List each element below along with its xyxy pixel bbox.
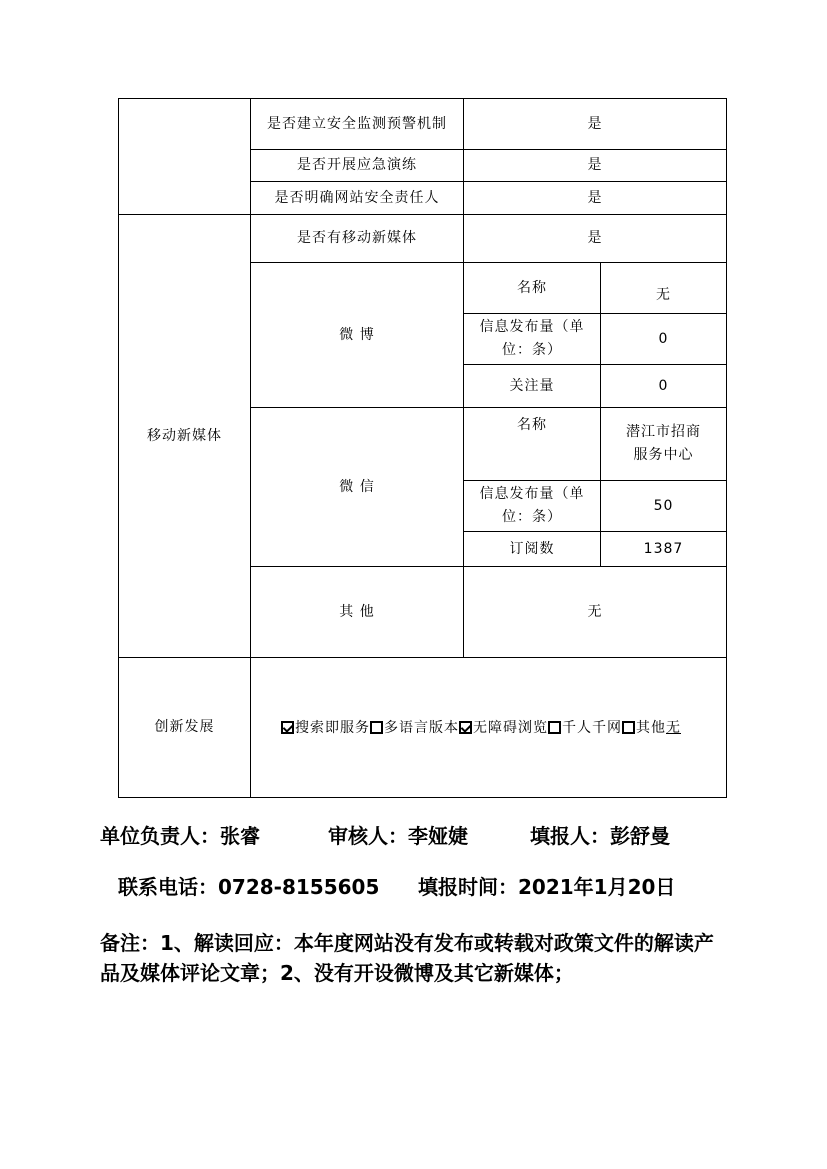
wechat-subscribers-label: 订阅数 [464,532,601,567]
multilanguage-checkbox[interactable] [370,721,383,734]
accessibility-label: 无障碍浏览 [473,719,548,736]
search-service-checkbox[interactable] [281,721,294,734]
monitoring-value: 是 [464,99,727,150]
option-search-service[interactable] [281,720,370,736]
monitoring-label: 是否建立安全监测预警机制 [251,99,464,150]
fill-time: 填报时间：2021年1月20日 [418,875,676,899]
weibo-followers-label: 关注量 [464,365,601,408]
filler: 填报人：彭舒曼 [530,824,670,848]
other-label: 其他 [636,719,666,736]
option-other[interactable] [622,720,666,736]
contact-phone: 联系电话：0728-8155605 [118,875,380,899]
weibo-posts-value: 0 [601,314,727,365]
drill-value: 是 [464,150,727,182]
option-personalized[interactable] [548,720,622,736]
has-mobile-value: 是 [464,215,727,263]
drill-label: 是否开展应急演练 [251,150,464,182]
personalized-label: 千人千网 [562,719,622,736]
wechat-name-label: 名称 [464,408,601,481]
option-multilanguage[interactable] [370,720,459,736]
remarks: 备注：1、解读回应：本年度网站没有发布或转载对政策文件的解读产品及媒体评论文章；2、没有开设微博及其它新媒体； [100,931,714,985]
wechat-posts-value: 50 [601,481,727,532]
other-media-label: 其 他 [251,567,464,658]
unit-head: 单位负责人：张睿 [100,824,260,848]
accessibility-checkbox[interactable] [459,721,472,734]
search-service-label: 搜索即服务 [295,719,370,736]
wechat-name-value: 潜江市招商服务中心 [601,408,727,481]
mobile-section-label: 移动新媒体 [119,215,251,658]
wechat-posts-label: 信息发布量（单位：条） [464,481,601,532]
has-mobile-label: 是否有移动新媒体 [251,215,464,263]
responsible-label: 是否明确网站安全责任人 [251,182,464,215]
weibo-name-label: 名称 [464,263,601,314]
personalized-checkbox[interactable] [548,721,561,734]
multilanguage-label: 多语言版本 [384,719,459,736]
other-media-value: 无 [464,567,727,658]
innovation-options [251,658,727,798]
other-value: 无 [666,719,681,736]
option-accessibility[interactable] [459,720,548,736]
other-checkbox[interactable] [622,721,635,734]
weibo-name-value: 无 [601,263,727,314]
security-section-cell [119,99,251,215]
wechat-subscribers-value: 1387 [601,532,727,567]
weibo-followers-value: 0 [601,365,727,408]
wechat-label: 微 信 [251,408,464,567]
responsible-value: 是 [464,182,727,215]
weibo-label: 微 博 [251,263,464,408]
reviewer: 审核人：李娅婕 [328,824,468,848]
weibo-posts-label: 信息发布量（单位：条） [464,314,601,365]
report-table [118,98,727,798]
innovation-label: 创新发展 [119,658,251,798]
